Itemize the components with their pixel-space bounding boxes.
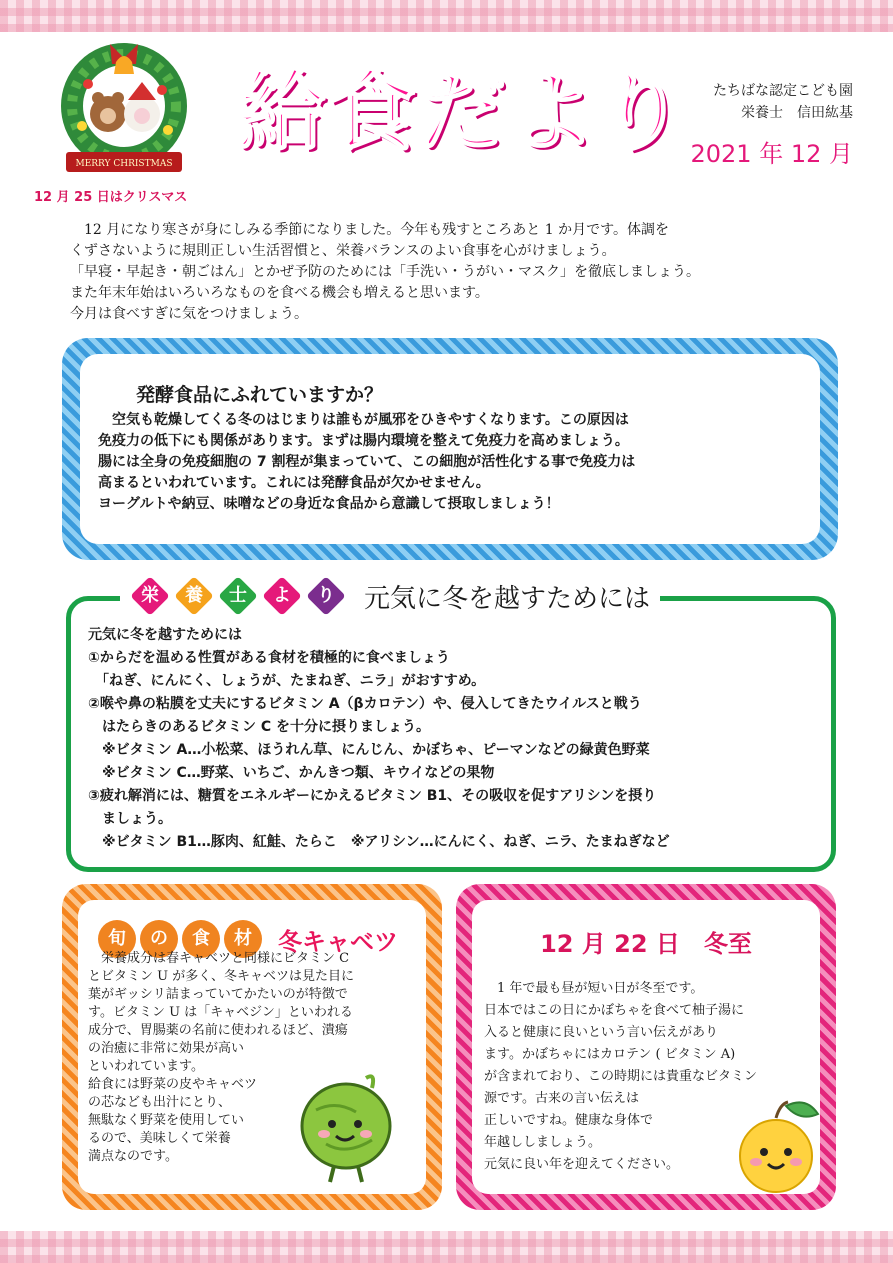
ferment-line: ヨーグルトや納豆、味噌などの身近な食品から意識して摂取しましょう！ [98,496,560,512]
ferment-panel [80,354,820,544]
christmas-caption: 12 月 25 日はクリスマス [34,190,188,205]
seasonal-line: 成分で、胃腸薬の名前に使われるほど、潰瘍 [88,1023,348,1038]
seasonal-line: 給食には野菜の皮やキャベツ [88,1077,258,1092]
bottom-gingham-border [0,1231,893,1263]
badge-diamond [262,576,302,616]
seasonal-line: の治癒に非常に効果が高い [88,1041,245,1056]
badge-char: 栄 [141,585,159,606]
ferment-title: 発酵食品にふれていますか？ [136,384,384,406]
winter-line: 1 年で最も昼が短い日が冬至です。 [484,981,704,996]
winter-line: 正しいですね。健康な身体で [484,1113,654,1128]
winter-line: 年越ししましょう。 [484,1135,602,1150]
ferment-line: 腸には全身の免疫細胞の 7 割程が集まっていて、この細胞が活性化する事で免疫力は [98,454,636,470]
seasonal-line: の芯なども出汁にとり、 [88,1095,232,1110]
intro-line: くずさないように規則正しい生活習慣と、栄養バランスのよい食事を心がけましょう。 [70,243,616,259]
nutritionist-line: 「ねぎ、にんにく、しょうが、たまねぎ、ニラ」がおすすめ。 [88,673,486,689]
nutritionist-header [120,570,660,622]
winter-solstice-title: 12 月 22 日 冬至 [540,930,752,958]
seasonal-panel [78,900,426,1194]
badge-diamond [174,576,214,616]
author-name: 栄養士 信田紘基 [741,105,853,121]
winter-line: 入ると健康に良いという言い伝えがあり [484,1025,719,1040]
intro-line: 12 月になり寒さが身にしみる季節になりました。今年も残すところあと 1 か月です。体調を [70,222,669,238]
ferment-line: 高まるといわれています。これには発酵食品が欠かせません。 [98,475,490,491]
seasonal-line: す。ビタミン U は「キャベジン」といわれる [88,1005,353,1020]
nutritionist-line: ③疲れ解消には、糖質をエネルギーにかえるビタミン B1、その吸収を促すアリシンを摂り [88,788,657,804]
badge-char: よ [273,585,291,606]
nutritionist-line: ②喉や鼻の粘膜を丈夫にするビタミン A（βカロテン）や、侵入してきたウイルスと戦う [88,696,642,712]
cabbage-character-icon [296,1070,396,1184]
badge-char: 養 [185,585,203,606]
issue-date: 2021 年 12 月 [690,140,853,168]
badge-circle: 材 [224,920,262,958]
school-name: たちばな認定こども園 [713,83,853,99]
winter-line: 日本ではこの日にかぼちゃを食べて柚子湯に [484,1003,745,1018]
badge-char: 士 [229,585,247,606]
nutritionist-line: ①からだを温める性質がある食材を積極的に食べましょう [88,650,450,666]
nutritionist-line: ましょう。 [88,811,172,827]
winter-line: 元気に良い年を迎えてください。 [484,1157,680,1172]
intro-line: また年末年始はいろいろなものを食べる機会も増えると思います。 [70,285,489,301]
wreath-banner [66,152,182,172]
yuzu-character-icon [730,1096,826,1196]
winter-solstice-section [456,884,836,1210]
seasonal-section [62,884,442,1210]
seasonal-line: 無駄なく野菜を使用してい [88,1113,245,1128]
school-info [713,80,853,124]
nutritionist-line: はたらきのあるビタミン C を十分に摂りましょう。 [88,719,431,735]
wreath-banner-text: MERRY CHRISTMAS [75,159,173,169]
seasonal-line: るので、美味しくて栄養 [88,1131,231,1146]
winter-line: 源です。古来の言い伝えは [484,1091,639,1106]
nutritionist-title: 元気に冬を越すためには [364,583,651,614]
top-gingham-border [0,0,893,32]
seasonal-line: 葉がギッシリ詰まっていてかたいのが特徴で [88,987,348,1002]
intro-text [70,220,840,325]
winter-line: ます。かぼちゃにはカロテン ( ビタミン A) [484,1047,736,1062]
seasonal-line: といわれています。 [88,1059,204,1074]
badge-char: り [317,585,335,606]
seasonal-line: 栄養成分は春キャベツと同様にビタミン C [88,951,350,966]
ferment-line: 空気も乾燥してくる冬のはじまりは誰もが風邪をひきやすくなります。この原因は [98,412,629,428]
winter-line: が含まれており、この時期には貴重なビタミン [484,1069,758,1084]
nutritionist-line: ※ビタミン B1…豚肉、紅鮭、たらこ ※アリシン…にんにく、ねぎ、ニラ、たまねぎなど [88,834,670,850]
page-title: 給食だより [238,60,689,163]
badge-circle: 旬 [98,920,136,958]
badge-diamond [218,576,258,616]
badge-diamond [306,576,346,616]
intro-line: 今月は食べすぎに気をつけましょう。 [70,306,308,322]
seasonal-line: 満点なのです。 [88,1149,178,1164]
ferment-section [62,338,838,560]
nutritionist-line: ※ビタミン C…野菜、いちご、かんきつ類、キウイなどの果物 [88,765,495,781]
ferment-line: 免疫力の低下にも関係があります。まずは腸内環境を整えて免疫力を高めましょう。 [98,433,629,449]
badge-circle: 食 [182,920,220,958]
nutritionist-line: 元気に冬を越すためには [88,627,242,643]
badge-diamond [130,576,170,616]
winter-solstice-panel [472,900,820,1194]
nutritionist-line: ※ビタミン A…小松菜、ほうれん草、にんじん、かぼちゃ、ピーマンなどの緑黄色野菜 [88,742,650,758]
seasonal-line: とビタミン U が多く、冬キャベツは見た目に [88,969,354,984]
intro-line: 「早寝・早起き・朝ごはん」とかぜ予防のためには「手洗い・うがい・マスク」を徹底しましょう。 [70,264,700,280]
ferment-body [98,410,810,515]
nutritionist-body [88,624,828,854]
badge-circle: の [140,920,178,958]
seasonal-title: 冬キャベツ [278,927,398,956]
